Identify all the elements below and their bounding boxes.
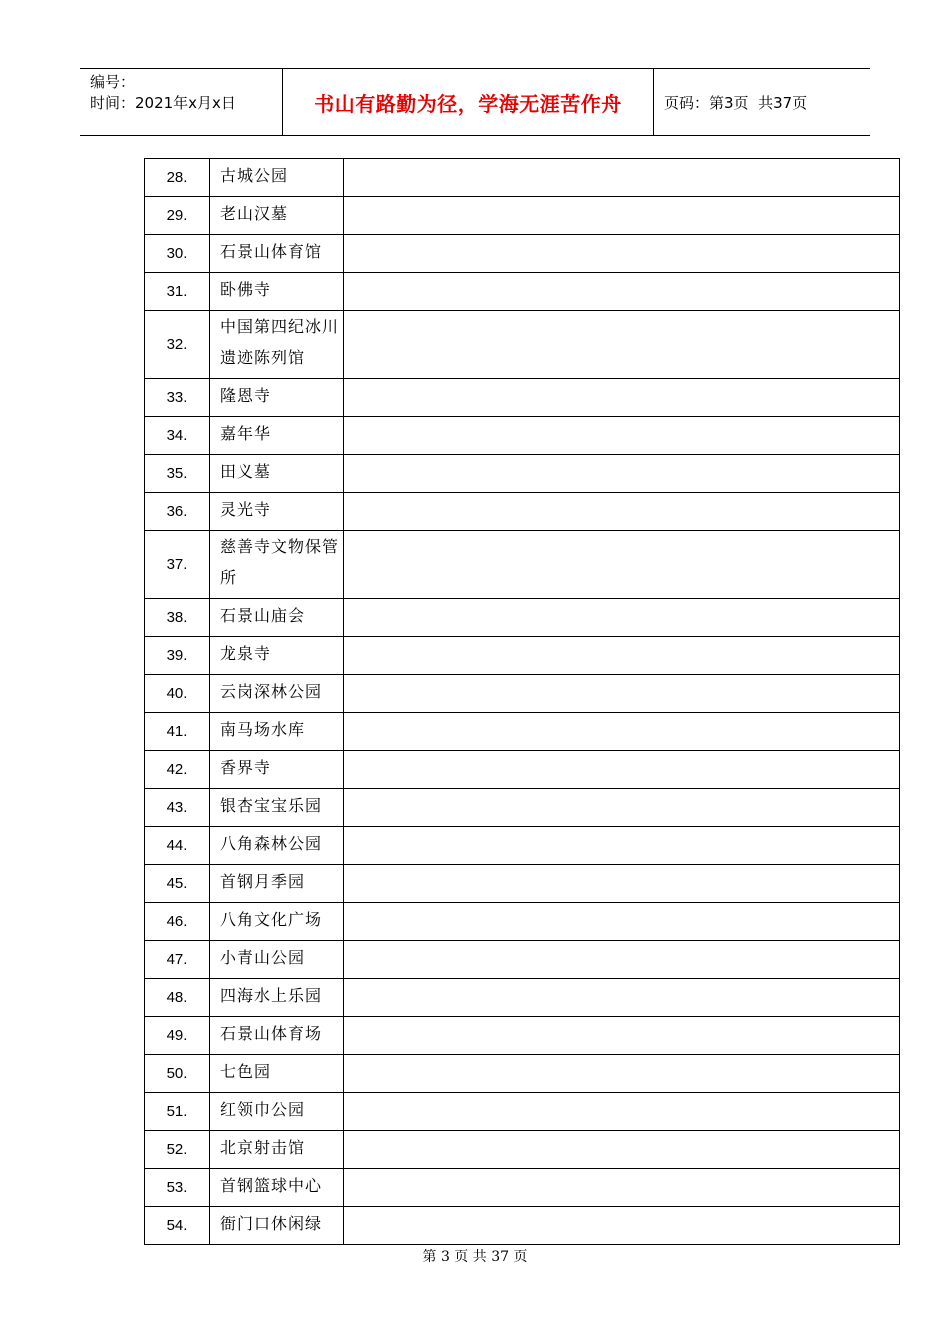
row-number: 48. <box>145 979 210 1017</box>
row-place-name: 嘉年华 <box>210 417 344 455</box>
row-number: 35. <box>145 455 210 493</box>
row-place-name: 灵光寺 <box>210 493 344 531</box>
row-notes-cell <box>344 235 900 273</box>
row-place-name: 银杏宝宝乐园 <box>210 789 344 827</box>
row-number: 29. <box>145 197 210 235</box>
row-notes-cell <box>344 1207 900 1245</box>
row-place-name: 龙泉寺 <box>210 637 344 675</box>
row-number: 54. <box>145 1207 210 1245</box>
row-place-name: 首钢月季园 <box>210 865 344 903</box>
row-notes-cell <box>344 159 900 197</box>
row-place-name: 卧佛寺 <box>210 273 344 311</box>
row-place-name: 八角文化广场 <box>210 903 344 941</box>
page-header <box>80 68 870 136</box>
row-place-name: 衙门口休闲绿 <box>210 1207 344 1245</box>
row-number: 31. <box>145 273 210 311</box>
row-number: 53. <box>145 1169 210 1207</box>
row-number: 50. <box>145 1055 210 1093</box>
row-notes-cell <box>344 1131 900 1169</box>
row-notes-cell <box>344 713 900 751</box>
row-number: 41. <box>145 713 210 751</box>
table-row <box>145 903 900 941</box>
header-motto: 书山有路勤为径，学海无涯苦作舟 <box>282 69 654 135</box>
table-row <box>145 455 900 493</box>
row-number: 42. <box>145 751 210 789</box>
table-row <box>145 751 900 789</box>
table-row <box>145 789 900 827</box>
row-notes-cell <box>344 493 900 531</box>
table-row <box>145 865 900 903</box>
row-place-name: 田义墓 <box>210 455 344 493</box>
row-number: 47. <box>145 941 210 979</box>
row-place-name: 石景山庙会 <box>210 599 344 637</box>
row-notes-cell <box>344 1055 900 1093</box>
table-row <box>145 311 900 379</box>
row-notes-cell <box>344 455 900 493</box>
row-place-name: 古城公园 <box>210 159 344 197</box>
page-footer <box>0 1246 950 1266</box>
row-place-name: 南马场水库 <box>210 713 344 751</box>
table-row <box>145 713 900 751</box>
table-row <box>145 159 900 197</box>
header-page-info <box>654 69 870 135</box>
row-notes-cell <box>344 827 900 865</box>
row-number: 36. <box>145 493 210 531</box>
row-number: 51. <box>145 1093 210 1131</box>
row-number: 33. <box>145 379 210 417</box>
footer-page-number: 第 3 页 共 37 页 <box>422 1249 528 1265</box>
row-number: 49. <box>145 1017 210 1055</box>
row-number: 46. <box>145 903 210 941</box>
table-row <box>145 493 900 531</box>
row-place-name: 北京射击馆 <box>210 1131 344 1169</box>
row-place-name: 石景山体育馆 <box>210 235 344 273</box>
row-notes-cell <box>344 311 900 379</box>
time-label: 时间：2021年x月x日 <box>90 94 236 112</box>
table-row <box>145 1017 900 1055</box>
table-row <box>145 197 900 235</box>
table-row <box>145 599 900 637</box>
row-notes-cell <box>344 1169 900 1207</box>
row-place-name: 慈善寺文物保管所 <box>210 531 344 599</box>
row-notes-cell <box>344 379 900 417</box>
table-row <box>145 417 900 455</box>
row-number: 37. <box>145 531 210 599</box>
attractions-table-body <box>145 159 900 1245</box>
row-number: 43. <box>145 789 210 827</box>
table-row <box>145 1169 900 1207</box>
row-number: 34. <box>145 417 210 455</box>
table-row <box>145 1055 900 1093</box>
row-number: 38. <box>145 599 210 637</box>
row-place-name: 云岗深林公园 <box>210 675 344 713</box>
row-place-name: 中国第四纪冰川遗迹陈列馆 <box>210 311 344 379</box>
row-place-name: 老山汉墓 <box>210 197 344 235</box>
table-row <box>145 235 900 273</box>
row-notes-cell <box>344 1017 900 1055</box>
header-meta <box>80 69 282 135</box>
table-row <box>145 827 900 865</box>
table-row <box>145 531 900 599</box>
row-notes-cell <box>344 1093 900 1131</box>
row-place-name: 香界寺 <box>210 751 344 789</box>
row-place-name: 首钢篮球中心 <box>210 1169 344 1207</box>
table-row <box>145 1093 900 1131</box>
row-place-name: 四海水上乐园 <box>210 979 344 1017</box>
row-notes-cell <box>344 197 900 235</box>
row-number: 28. <box>145 159 210 197</box>
row-notes-cell <box>344 599 900 637</box>
table-row <box>145 379 900 417</box>
row-notes-cell <box>344 417 900 455</box>
code-label: 编号： <box>90 73 136 91</box>
table-row <box>145 1207 900 1245</box>
row-place-name: 小青山公园 <box>210 941 344 979</box>
row-notes-cell <box>344 903 900 941</box>
table-row <box>145 1131 900 1169</box>
table-row <box>145 941 900 979</box>
table-row <box>145 637 900 675</box>
row-notes-cell <box>344 531 900 599</box>
row-number: 45. <box>145 865 210 903</box>
row-number: 44. <box>145 827 210 865</box>
table-row <box>145 273 900 311</box>
row-notes-cell <box>344 941 900 979</box>
row-place-name: 石景山体育场 <box>210 1017 344 1055</box>
row-number: 30. <box>145 235 210 273</box>
row-number: 39. <box>145 637 210 675</box>
row-notes-cell <box>344 273 900 311</box>
row-notes-cell <box>344 789 900 827</box>
table-row <box>145 979 900 1017</box>
row-place-name: 红领巾公园 <box>210 1093 344 1131</box>
row-number: 32. <box>145 311 210 379</box>
row-place-name: 七色园 <box>210 1055 344 1093</box>
row-place-name: 隆恩寺 <box>210 379 344 417</box>
attractions-table <box>144 158 900 1245</box>
row-notes-cell <box>344 675 900 713</box>
row-notes-cell <box>344 865 900 903</box>
row-number: 40. <box>145 675 210 713</box>
row-notes-cell <box>344 751 900 789</box>
row-notes-cell <box>344 637 900 675</box>
row-number: 52. <box>145 1131 210 1169</box>
row-notes-cell <box>344 979 900 1017</box>
page-label: 页码：第3页 共37页 <box>664 93 808 112</box>
table-row <box>145 675 900 713</box>
row-place-name: 八角森林公园 <box>210 827 344 865</box>
